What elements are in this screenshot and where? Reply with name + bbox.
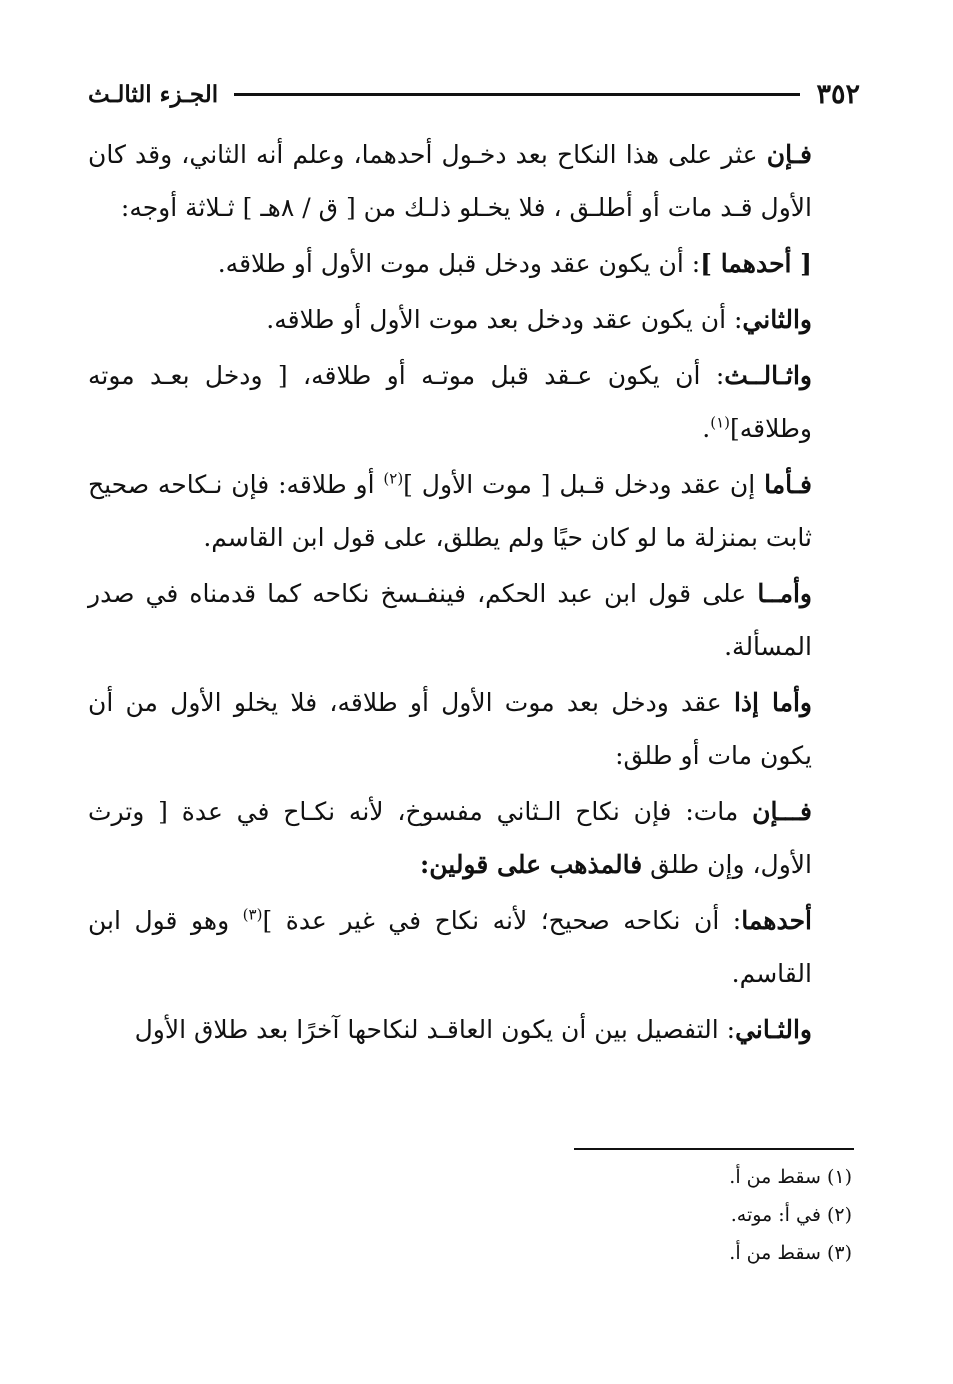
footnote-marker: (١) [710, 413, 730, 432]
paragraph-lead: واثـالــث [724, 361, 812, 390]
paragraph-lead: فـــإن [752, 797, 812, 826]
paragraph-text: عثر على هذا النكاح بعد دخـول أحدهما، وعلم أنه الثاني، وقد كان الأول قـد مات أو أطلـق ، فلا يخـلو ذلـك من [ ق / ٨هـ ] ثـلاثة أوجه: [88, 140, 812, 222]
footnote: (١) سقط من أ. [729, 1166, 852, 1188]
paragraph-lead: [ أحدهما ] [700, 249, 812, 278]
paragraph-lead: أحدهما [741, 906, 812, 935]
paragraph-text: : أن نكاحه صحيح؛ لأنه نكاح في غير عدة ] [262, 906, 742, 935]
paragraph [88, 237, 858, 290]
paragraph-text: : أن يكون عقد ودخل بعد موت الأول أو طلاقه. [266, 305, 743, 334]
paragraph-tail-bold: فالمذهب على قولين: [420, 850, 643, 879]
paragraph [88, 1003, 858, 1056]
paragraph [88, 458, 858, 564]
paragraph-lead: فـإن [766, 140, 812, 169]
paragraph-lead: والثاني [742, 305, 812, 334]
paragraph-text: : أن يكون عـقد قبل موتـه أو طلاقه، [ ودخل بعـد موته وطلاقه] [88, 361, 812, 443]
paragraph-text: : أن يكون عقد ودخل قبل موت الأول أو طلاقه. [217, 249, 701, 278]
footnotes [500, 1158, 852, 1272]
paragraph [88, 567, 858, 673]
footnote: (٢) في أ: موته. [730, 1204, 852, 1226]
paragraph-lead: وأمــا [757, 579, 812, 608]
paragraph-text: على قول ابن عبد الحكم، فينفـسخ نكاحه كما قدمناه في صدر المسألة. [88, 579, 812, 661]
paragraph [88, 293, 858, 346]
paragraph [88, 785, 858, 891]
paragraph [88, 128, 858, 234]
paragraph-text: مات: فإن نكاح الـثاني مفسوخ، لأنه نكـاح في عدة [ وترث الأول، وإن طلق [88, 797, 812, 879]
paragraph [88, 894, 858, 1000]
paragraph-lead: وأما إذا [733, 688, 812, 717]
footnote-marker: (٣) [242, 905, 263, 924]
paragraph-tail: . [702, 414, 711, 443]
page-header [88, 72, 860, 116]
paragraph-text: عقد ودخل بعد موت الأول أو طلاقه، فلا يخلو الأول من أن يكون مات أو طلق: [88, 688, 812, 770]
paragraph [88, 349, 858, 455]
paragraph-lead: والثـاني [735, 1015, 812, 1044]
paragraph-text: إن عقد ودخل قـبل [ موت الأول ] [403, 470, 765, 499]
footnote-marker: (٢) [383, 469, 404, 488]
paragraph-tail: أو طلاقه: فإن نـكاحه صحيح ثابت بمنزلة ما لو كان حيًا ولم يطلق، على قول ابن القاسم. [88, 470, 812, 552]
paragraph-tail: وهو قول ابن القاسم. [88, 906, 812, 988]
page-number: ٣٥٢ [816, 78, 860, 110]
main-text [88, 128, 858, 1059]
paragraph [88, 676, 858, 782]
footnote-rule [574, 1148, 854, 1150]
header-rule [234, 93, 800, 96]
running-title: الجـزء الثالـث [88, 80, 219, 108]
footnote: (٣) سقط من أ. [729, 1242, 852, 1264]
paragraph-lead: فـأما [764, 470, 812, 499]
paragraph-text: : التفصيل بين أن يكون العاقـد لنكاحها آخرًا بعد طلاق الأول [134, 1015, 736, 1044]
